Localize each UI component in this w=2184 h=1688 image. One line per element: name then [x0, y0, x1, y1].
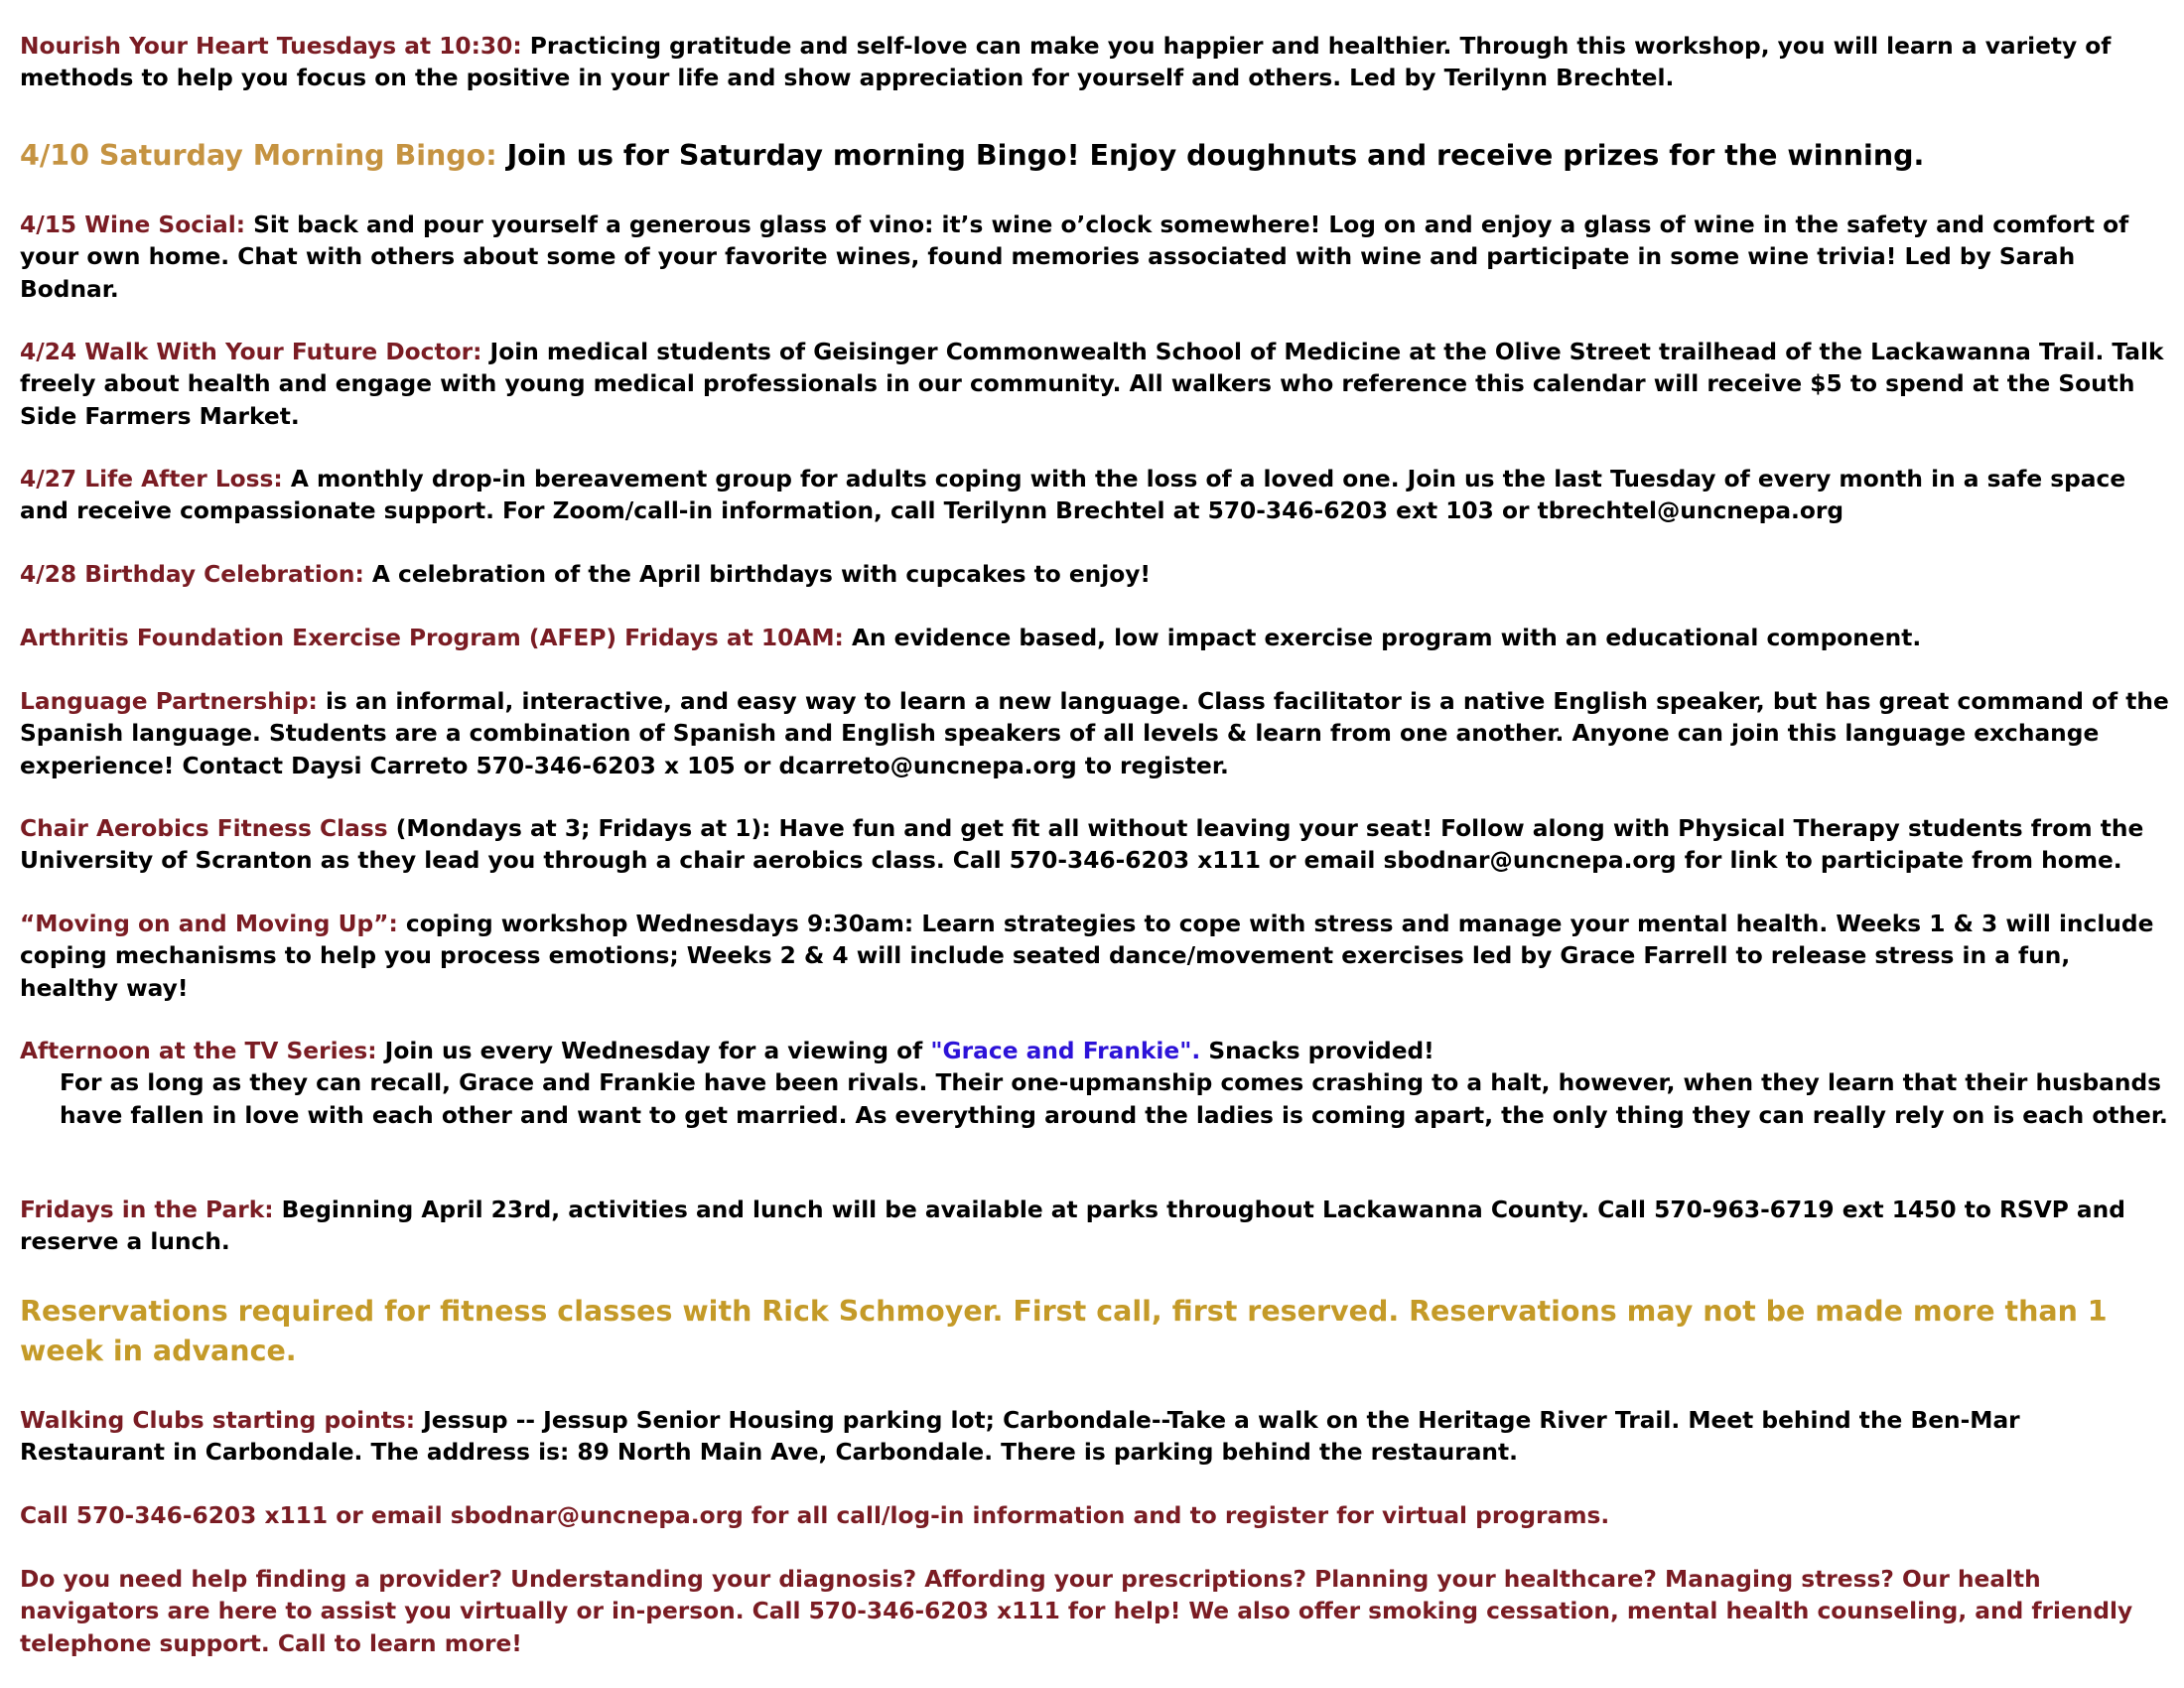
tv-label: Afternoon at the TV Series:: [20, 1038, 377, 1064]
help-notice: Do you need help finding a provider? Understanding your diagnosis? Affording your prescriptions? Planning your healthcare? Managing stress? Our health navigators are here to assist you virtually or in-person. Call 570-346-6203 x111 for help! We also offer smoking cessation, mental health counseling, and friendly telephone support. Call to learn more!: [20, 1566, 2133, 1657]
walk-paragraph: [20, 337, 2169, 433]
birthday-paragraph: [20, 559, 2169, 591]
afep-text: An evidence based, low impact exercise program with an educational component.: [843, 625, 1922, 651]
tv-after-text: Snacks provided!: [1200, 1038, 1434, 1064]
park-paragraph: [20, 1195, 2169, 1259]
park-label: Fridays in the Park:: [20, 1196, 274, 1223]
tv-synopsis: For as long as they can recall, Grace and Frankie have been rivals. Their one-upmanship comes crashing to a halt, however, when they learn that their husbands have fallen in love with each other and want to get married. As everything around the ladies is coming apart, the only thing they can really rely on is each other.: [60, 1069, 2168, 1129]
loss-paragraph: [20, 464, 2169, 528]
bingo-label: 4/10 Saturday Morning Bingo:: [20, 139, 497, 172]
aerobics-paragraph: [20, 813, 2169, 878]
moving-text: coping workshop Wednesdays 9:30am: Learn strategies to cope with stress and manage your mental health. Weeks 1 & 3 will include coping mechanisms to help you process emotions; Weeks 2 & 4 will include seated dance/movement exercises led by Grace Farrell to release stress in a fun, healthy way!: [20, 911, 2154, 1002]
afep-paragraph: [20, 623, 2169, 654]
nourish-paragraph: [20, 31, 2169, 95]
nourish-text: Practicing gratitude and self-love can make you happier and healthier. Through this workshop, you will learn a variety of methods to help you focus on the positive in your life and show appreciation for yourself and others. Led by Terilynn Brechtel.: [20, 33, 2112, 92]
nourish-label: Nourish Your Heart Tuesdays at 10:30:: [20, 33, 522, 60]
language-paragraph: [20, 686, 2169, 782]
walk-label: 4/24 Walk With Your Future Doctor:: [20, 339, 482, 365]
tv-text: Join us every Wednesday for a viewing of: [376, 1038, 931, 1064]
afep-label: Arthritis Foundation Exercise Program (AFEP) Fridays at 10AM:: [20, 625, 844, 651]
walking-clubs-label: Walking Clubs starting points:: [20, 1407, 416, 1434]
wine-text: Sit back and pour yourself a generous glass of vino: it’s wine o’clock somewhere! Log on and enjoy a glass of wine in the safety and comfort of your own home. Chat with others about some of your favorite wines, found memories associated with wine and participate in some wine trivia! Led by Sarah Bodnar.: [20, 211, 2129, 303]
aerobics-label: Chair Aerobics Fitness Class: [20, 815, 388, 842]
aerobics-text: (Mondays at 3; Fridays at 1): Have fun and get fit all without leaving your seat! Follow along with Physical Therapy students from the University of Scranton as they lead you through a chair aerobics class. Call 570-346-6203 x111 or email sbodnar@uncnepa.org for link to participate from home.: [20, 815, 2144, 875]
loss-label: 4/27 Life After Loss:: [20, 466, 283, 492]
moving-paragraph: [20, 909, 2169, 1005]
walking-clubs-text: Jessup -- Jessup Senior Housing parking lot; Carbondale--Take a walk on the Heritage River Trail. Meet behind the Ben-Mar Restaurant in Carbondale. The address is: 89 North Main Ave, Carbondale. There is parking behind the restaurant.: [20, 1407, 2020, 1467]
loss-text: A monthly drop-in bereavement group for adults coping with the loss of a loved one. Join us the last Tuesday of every month in a safe space and receive compassionate support. For Zoom/call-in information, call Terilynn Brechtel at 570-346-6203 ext 103 or tbrechtel@uncnepa.org: [20, 466, 2126, 525]
language-text: is an informal, interactive, and easy way to learn a new language. Class facilitator is a native English speaker, but has great command of the Spanish language. Students are a combination of Spanish and English speakers of all levels & learn from one another. Anyone can join this language exchange experience! Contact Daysi Carreto 570-346-6203 x 105 or dcarreto@uncnepa.org to register.: [20, 688, 2169, 779]
bingo-paragraph: [20, 136, 2169, 176]
tv-show-title: "Grace and Frankie".: [930, 1038, 1201, 1064]
wine-paragraph: [20, 210, 2169, 306]
birthday-label: 4/28 Birthday Celebration:: [20, 561, 364, 588]
bingo-text: Join us for Saturday morning Bingo! Enjoy doughnuts and receive prizes for the winning.: [496, 139, 1925, 172]
park-text: Beginning April 23rd, activities and lunch will be available at parks throughout Lackawanna County. Call 570-963-6719 ext 1450 to RSVP and reserve a lunch.: [20, 1196, 2125, 1256]
language-label: Language Partnership:: [20, 688, 318, 715]
call-notice: Call 570-346-6203 x111 or email sbodnar@uncnepa.org for all call/log-in information and to register for virtual programs.: [20, 1502, 1610, 1529]
birthday-text: A celebration of the April birthdays with cupcakes to enjoy!: [363, 561, 1152, 588]
tv-paragraph: [20, 1036, 2169, 1132]
reservations-notice: Reservations required for fitness classes with Rick Schmoyer. First call, first reserved. Reservations may not be made more than 1 week in advance.: [20, 1295, 2108, 1367]
wine-label: 4/15 Wine Social:: [20, 211, 246, 238]
walking-clubs-paragraph: [20, 1405, 2169, 1470]
walk-text: Join medical students of Geisinger Commonwealth School of Medicine at the Olive Street trailhead of the Lackawanna Trail. Talk freely about health and engage with young medical professionals in our community. All walkers who reference this calendar will receive $5 to spend at the South Side Farmers Market.: [20, 339, 2164, 430]
moving-label: “Moving on and Moving Up”:: [20, 911, 398, 937]
